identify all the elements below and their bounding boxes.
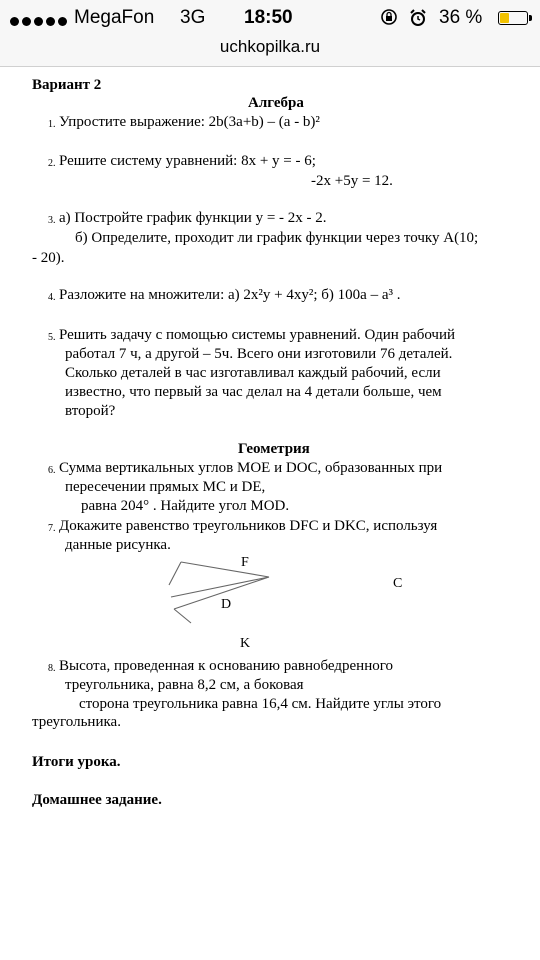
address-bar[interactable] <box>0 36 540 67</box>
q4-text: Разложите на множители: а) 2x²y + 4xy²; б) 100a – a³ . <box>59 287 401 303</box>
algebra-heading: Алгебра <box>248 95 304 111</box>
homework-heading: Домашнее задание. <box>32 792 162 808</box>
summary-heading: Итоги урока. <box>32 754 121 770</box>
carrier-name: MegaFon <box>74 7 155 28</box>
network-type: 3G <box>180 7 206 28</box>
q7-line1: Докажите равенство треугольников DFC и DKC, используя <box>59 518 438 534</box>
q6-line2: пересечении прямых MC и DE, <box>65 479 266 495</box>
alarm-icon <box>408 8 428 33</box>
q3-line1: а) Постройте график функции y = - 2x - 2. <box>59 210 327 226</box>
q6-line1: Сумма вертикальных углов MOE и DOC, образованных при <box>59 460 443 476</box>
q5-number: 5. <box>48 332 56 343</box>
clock: 18:50 <box>244 7 293 28</box>
q3-line2: б) Определите, проходит ли график функции через точку А(10; <box>75 230 479 246</box>
figure-label-c: C <box>393 576 403 591</box>
q8-line2: треугольника, равна 8,2 см, а боковая <box>65 677 304 693</box>
q5-line4: известно, что первый за час делал на 4 детали больше, чем <box>65 384 442 400</box>
figure-label-f: F <box>241 555 249 570</box>
q7-number: 7. <box>48 523 56 534</box>
figure-label-d: D <box>221 597 232 612</box>
q4-number: 4. <box>48 292 56 303</box>
q5-line1: Решить задачу с помощью системы уравнений. Один рабочий <box>59 327 456 343</box>
triangle-figure <box>160 553 290 629</box>
q2-number: 2. <box>48 158 56 169</box>
q1-text: Упростите выражение: 2b(3a+b) – (a - b)² <box>59 114 320 130</box>
figure-label-k: K <box>240 636 251 651</box>
battery-icon <box>498 11 528 25</box>
q2-line1: Решите систему уравнений: 8x + y = - 6; <box>59 153 316 169</box>
q3-line3: - 20). <box>32 250 65 266</box>
lock-rotation-icon <box>380 8 398 31</box>
q6-line3: равна 204° . Найдите угол MOD. <box>81 498 290 514</box>
document-page <box>0 67 540 960</box>
q5-line2: работал 7 ч, а другой – 5ч. Всего они изготовили 76 деталей. <box>65 346 453 362</box>
q8-line3: сторона треугольника равна 16,4 см. Найдите углы этого <box>79 696 442 712</box>
q7-line2: данные рисунка. <box>65 537 171 553</box>
q8-number: 8. <box>48 663 56 674</box>
q6-number: 6. <box>48 465 56 476</box>
battery-fill <box>500 13 509 23</box>
q8-line4: треугольника. <box>32 714 121 730</box>
variant-heading: Вариант 2 <box>32 77 102 93</box>
q5-line3: Сколько деталей в час изготавливал каждый рабочий, если <box>65 365 441 381</box>
status-bar <box>0 0 540 36</box>
q5-line5: второй? <box>65 403 116 419</box>
q2-line2: -2x +5y = 12. <box>311 173 393 189</box>
battery-percent: 36 % <box>439 7 483 28</box>
geometry-heading: Геометрия <box>238 441 310 457</box>
url-text[interactable]: uchkopilka.ru <box>219 37 321 56</box>
q8-line1: Высота, проведенная к основанию равнобедренного <box>59 658 394 674</box>
q1-number: 1. <box>48 119 56 130</box>
signal-dots-icon <box>10 13 70 31</box>
q3-number: 3. <box>48 215 56 226</box>
